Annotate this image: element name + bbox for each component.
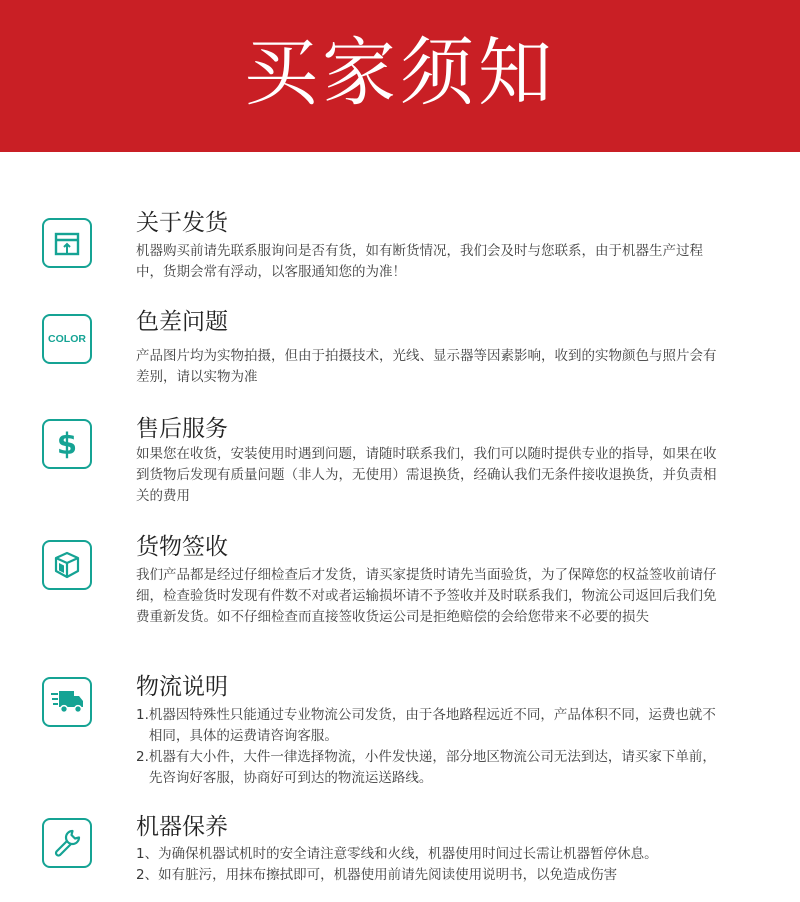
list-item [136, 705, 720, 747]
color-badge-label: COLOR [48, 333, 86, 345]
section-text: 如果您在收货，安装使用时遇到问题，请随时联系我们，我们可以随时提供专业的指导，如果在收到货物后发现有质量问题（非人为，无使用）需退换货，经确认我们无条件接收退换货，并负责相关的费用 [136, 446, 717, 504]
list-item-number: 2. [136, 749, 149, 765]
section-body [136, 444, 720, 507]
list-item-number: 1. [136, 707, 149, 723]
section-body [136, 346, 720, 388]
section-body [136, 565, 720, 628]
wrench-icon [42, 818, 92, 868]
section-body [136, 241, 720, 283]
section-title: 物流说明 [136, 674, 228, 700]
section-body [136, 844, 720, 886]
list-item-text: 如有脏污，用抹布擦拭即可，机器使用前请先阅读使用说明书，以免造成伤害 [158, 867, 618, 883]
delivery-truck-icon [42, 677, 92, 727]
section-title: 机器保养 [136, 814, 228, 840]
section-title: 货物签收 [136, 534, 228, 560]
section-title: 售后服务 [136, 416, 228, 442]
shipping-box-icon [42, 218, 92, 268]
section-text: 产品图片均为实物拍摄，但由于拍摄技术，光线、显示器等因素影响，收到的实物颜色与照片会有差别，请以实物为准 [136, 348, 717, 385]
list-item [136, 844, 720, 865]
section-text: 我们产品都是经过仔细检查后才发货，请买家提货时请先当面验货，为了保障您的权益签收前请仔细，检查验货时发现有件数不对或者运输损坏请不予签收并及时联系我们，物流公司返回后我们免费重新发货。如不仔细检查而直接签收货运公司是拒绝赔偿的会给您带来不必要的损失 [136, 567, 717, 625]
list-item-number: 1、 [136, 846, 159, 862]
package-check-icon [42, 540, 92, 590]
list-item-text: 机器因特殊性只能通过专业物流公司发货，由于各地路程远近不同，产品体积不同，运费也就不相同，具体的运费请咨询客服。 [148, 707, 716, 744]
section-title: 关于发货 [136, 210, 228, 236]
color-badge-icon [42, 314, 92, 364]
dollar-icon [42, 419, 92, 469]
svg-text:$: $ [56, 427, 78, 461]
page-title: 买家须知 [244, 30, 556, 116]
list-item [136, 747, 720, 789]
section-text: 机器购买前请先联系服询问是否有货，如有断货情况，我们会及时与您联系，由于机器生产过程中，货期会常有浮动，以客服通知您的为准！ [136, 243, 703, 280]
list-item-text: 为确保机器试机时的安全请注意零线和火线，机器使用时间过长需让机器暂停休息。 [158, 846, 658, 862]
list-item [136, 865, 720, 886]
section-body [136, 705, 720, 789]
list-item-text: 机器有大小件，大件一律选择物流，小件发快递，部分地区物流公司无法到达，请买家下单前，先咨询好客服，协商好可到达的物流运送路线。 [148, 749, 716, 786]
header-banner [0, 0, 800, 152]
list-item-number: 2、 [136, 867, 159, 883]
section-title: 色差问题 [136, 309, 228, 335]
